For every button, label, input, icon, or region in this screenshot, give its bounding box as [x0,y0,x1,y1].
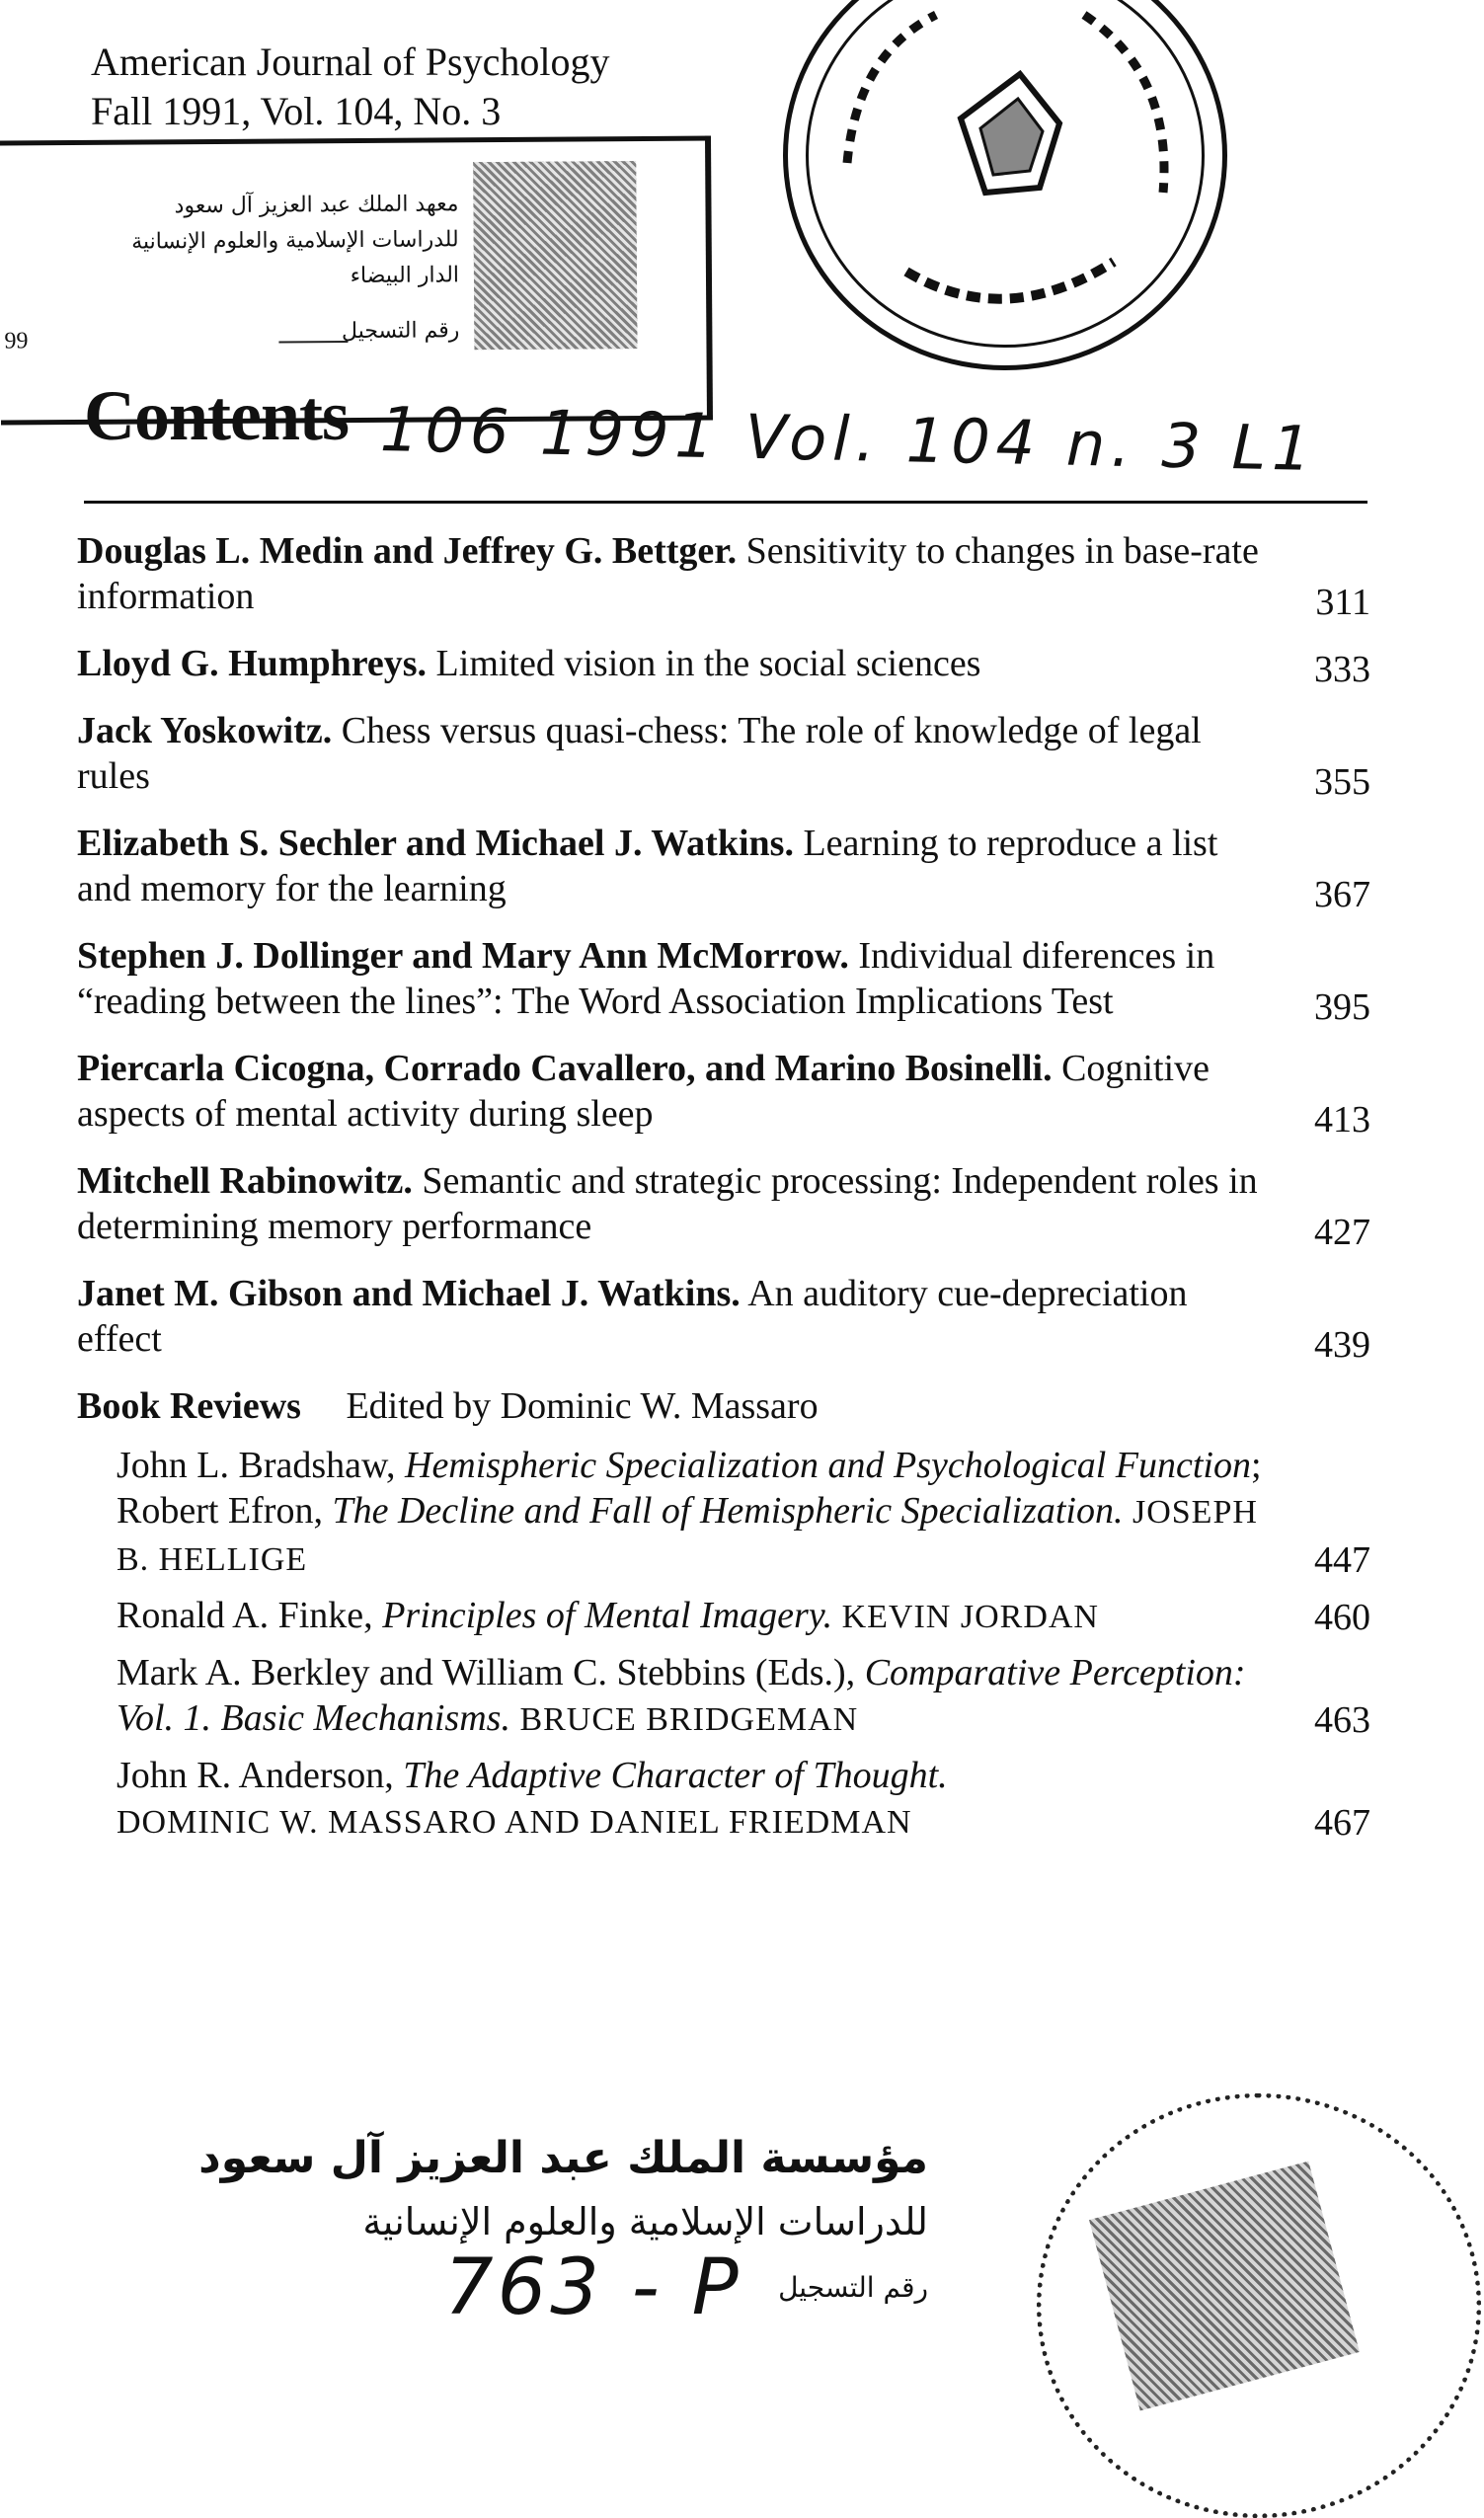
review-separator: ; Robert Efron, [117,1445,1262,1532]
toc-entry [77,1158,1370,1253]
entry-authors: Douglas L. Medin and Jeffrey G. Bettger. [77,530,738,572]
review-page: 463 [1314,1699,1370,1741]
review-author: John L. Bradshaw, [117,1445,405,1486]
toc-entry [77,821,1370,915]
entry-authors: Piercarla Cicogna, Corrado Cavallero, and Marino Bosinelli. [77,1048,1053,1089]
entry-authors: Lloyd G. Humphreys. [77,643,428,684]
journal-header [91,38,609,136]
bottom-stamp-line-1: مؤسسة الملك عبد العزيز آل سعود [198,2133,928,2183]
stamp-registration-label: رقم التسجيل [341,318,460,345]
entry-page: 333 [1314,649,1370,690]
review-entry [117,1753,1370,1846]
stamp-number: 99 [4,328,29,354]
entry-title: Limited vision in the social sciences [435,643,981,684]
review-page: 447 [1314,1539,1370,1581]
stamp-line-3: الدار البيضاء [350,263,460,289]
review-entry [117,1443,1370,1583]
review-entry [117,1593,1370,1640]
stamp-emblem-image [473,161,637,350]
toc-entry [77,933,1370,1028]
review-book-title: Hemispheric Specialization and Psychological Function [405,1445,1251,1486]
toc-entry [77,1271,1370,1366]
toc-entry [77,528,1370,623]
bottom-seal-emblem-image [1089,2162,1360,2411]
entry-page: 427 [1314,1212,1370,1253]
journal-issue: Fall 1991, Vol. 104, No. 3 [91,89,502,133]
stamp-line-2: للدراسات الإسلامية والعلوم الإنسانية [131,227,459,255]
review-reviewer: DOMINIC W. MASSARO AND DANIEL FRIEDMAN [117,1804,912,1841]
entry-page: 413 [1314,1099,1370,1141]
review-reviewer: KEVIN JORDAN [841,1599,1099,1635]
bottom-stamp-line-3: رقم التسجيل [778,2271,928,2304]
entry-authors: Elizabeth S. Sechler and Michael J. Watkins. [77,823,794,864]
entry-page: 367 [1314,874,1370,915]
entry-page: 395 [1314,986,1370,1028]
seal-emblem-icon [788,0,1222,365]
toc-entry [77,641,1370,690]
review-book-title: Principles of Mental Imagery. [382,1595,833,1636]
bottom-stamp-handwritten: 763 - P [444,2243,742,2332]
review-page: 460 [1314,1597,1370,1638]
entry-page: 355 [1314,761,1370,803]
review-book-title: Comparative Perception: Vol. 1. Basic Mechanisms. [117,1652,1246,1739]
review-author: Mark A. Berkley and William C. Stebbins (Eds.), [117,1652,865,1693]
entry-page: 439 [1314,1324,1370,1366]
contents-title: Contents [84,376,350,455]
entry-authors: Mitchell Rabinowitz. [77,1160,413,1202]
review-reviewer: JOSEPH B. HELLIGE [117,1494,1258,1578]
entry-authors: Stephen J. Dollinger and Mary Ann McMorrow. [77,935,849,977]
book-reviews-heading [77,1383,1370,1429]
review-author: John R. Anderson, [117,1755,404,1796]
table-of-contents [77,528,1370,1855]
entry-authors: Jack Yoskowitz. [77,710,333,751]
handwritten-annotation: 106 1991 Vol. 104 n. 3 L1 [379,393,1318,485]
review-book-title-2: The Decline and Fall of Hemispheric Specialization. [332,1490,1124,1532]
stamp-line-1: معهد الملك عبد العزيز آل سعود [174,192,459,219]
book-reviews-editor: Edited by Dominic W. Massaro [346,1385,819,1427]
bottom-stamp-line-2: للدراسات الإسلامية والعلوم الإنسانية [362,2200,928,2243]
review-author: Ronald A. Finke, [117,1595,383,1636]
round-seal [783,0,1227,370]
toc-entry [77,1046,1370,1141]
bottom-round-seal [1037,2093,1481,2518]
entry-title: Individual diferences in “reading between the lines”: The Word Association Implications Test [77,935,1215,1022]
toc-entry [77,708,1370,803]
entry-title: An auditory cue-depreciation effect [77,1273,1188,1360]
review-book-title: The Adaptive Character of Thought. [403,1755,948,1796]
book-reviews-title: Book Reviews [77,1385,301,1427]
entry-title: Chess versus quasi-chess: The role of knowledge of legal rules [77,710,1202,797]
stamp-registration-line [278,341,348,343]
entry-title: Learning to reproduce a list and memory for the learning [77,823,1218,909]
entry-title: Sensitivity to changes in base-rate information [77,530,1259,617]
entry-page: 311 [1315,582,1370,623]
entry-authors: Janet M. Gibson and Michael J. Watkins. [77,1273,741,1314]
entry-title: Semantic and strategic processing: Independent roles in determining memory performance [77,1160,1258,1247]
review-reviewer: BRUCE BRIDGEMAN [519,1701,859,1738]
review-entry [117,1650,1370,1743]
review-page: 467 [1314,1802,1370,1844]
entry-title: Cognitive aspects of mental activity during sleep [77,1048,1210,1135]
title-rule [84,501,1367,504]
bottom-library-stamp [198,2123,928,2350]
journal-name: American Journal of Psychology [91,39,610,84]
